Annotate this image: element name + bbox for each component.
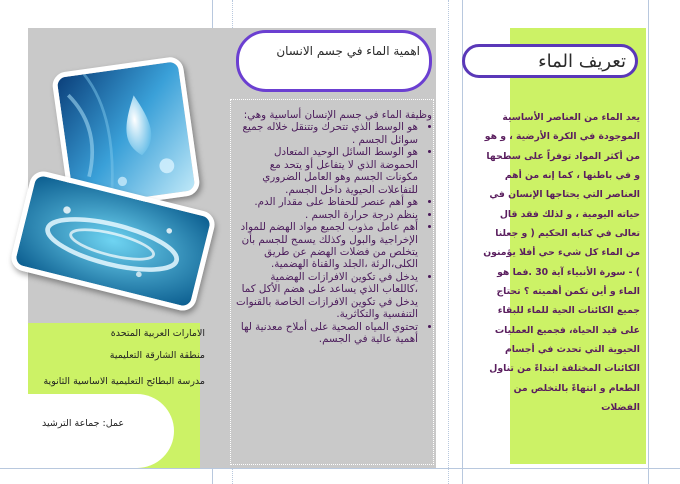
list-item: • ينظم درجة حرارة الجسم . [236,209,418,221]
school-line-school: مدرسة البطائح التعليمية الاساسية الثانوية [43,376,205,387]
list-item: • هو الوسط السائل الوحيد المتعادل الحموضة الذي لا يتفاعل أو يتحد مع مكونات الجسم وهو العامل الضروري للتفاعلات الحيوية داخل الجسم. [236,146,418,196]
margin-guide [448,0,449,484]
intro-paragraph: وظيفة الماء في جسم الإنسان أساسية وهي: [243,109,432,121]
margin-guide [648,0,649,484]
list-item: • هو أهم عنصر للحفاظ على مقدار الدم. [236,196,418,208]
margin-guide [462,0,463,484]
importance-list [236,121,432,345]
school-line-district: منطقة الشارقة التعليمية [109,350,205,361]
credit-line: عمل: جماعة الترشيد [42,418,125,429]
list-item: • هو الوسط الذي تتحرك وتتنقل خلاله جميع سوائل الجسم . [236,121,418,146]
section-title: اهمية الماء في جسم الانسان [276,44,420,58]
list-item: • يدخل في تكوين الافرازات الهضمية ،كاللعاب الذي يساعد على هضم الأكل كما يدخل في تكوين الافرازات الخاصة بالقنوات التنفسية والتكاثرية. [236,271,418,321]
credit-shape [28,394,174,468]
definition-text: يعد الماء من العناصر الأساسية الموجودة في الكرة الأرضية ، و هو من أكثر المواد توفراً على سطحها و في باطنها ، كما إنه من أهم العناصر التي يحتاجها الإنسان في حياته اليومية ، و لذلك فقد قال تعالى في كتابه الحكيم ( و جعلنا من الماء كل شيء حي أفلا يؤمنون ) - سورة الأنبياء آية 30 .فما هو الماء و أين تكمن أهميته ؟ تحتاج جميع الكائنات الحية للماء للبقاء على قيد الحياة، فجميع العمليات الحيوية التي تحدث في أجسام الكائنات المختلفة ابتداءً من تناول الطعام و انتهاءً بالتخلص من الفضلات [483,112,640,413]
definition-title: تعريف الماء [538,51,626,72]
list-item: • أهم عامل مذوب لجميع مواد الهضم للمواد الإخراجية والبول وكذلك يسمح للجسم بأن يتخلص من فضلات الهضم عن طريق الكلى،الرئة ،الجلد والقناة الهضمية. [236,221,418,271]
margin-guide [0,468,680,469]
importance-text [236,109,432,346]
school-line-country: الامارات العربية المتحدة [110,328,205,339]
section-title-frame [236,30,432,92]
list-item: • تحتوي المياه الصحية على أملاح معدنية لها أهمية عالية في الجسم. [236,321,418,346]
